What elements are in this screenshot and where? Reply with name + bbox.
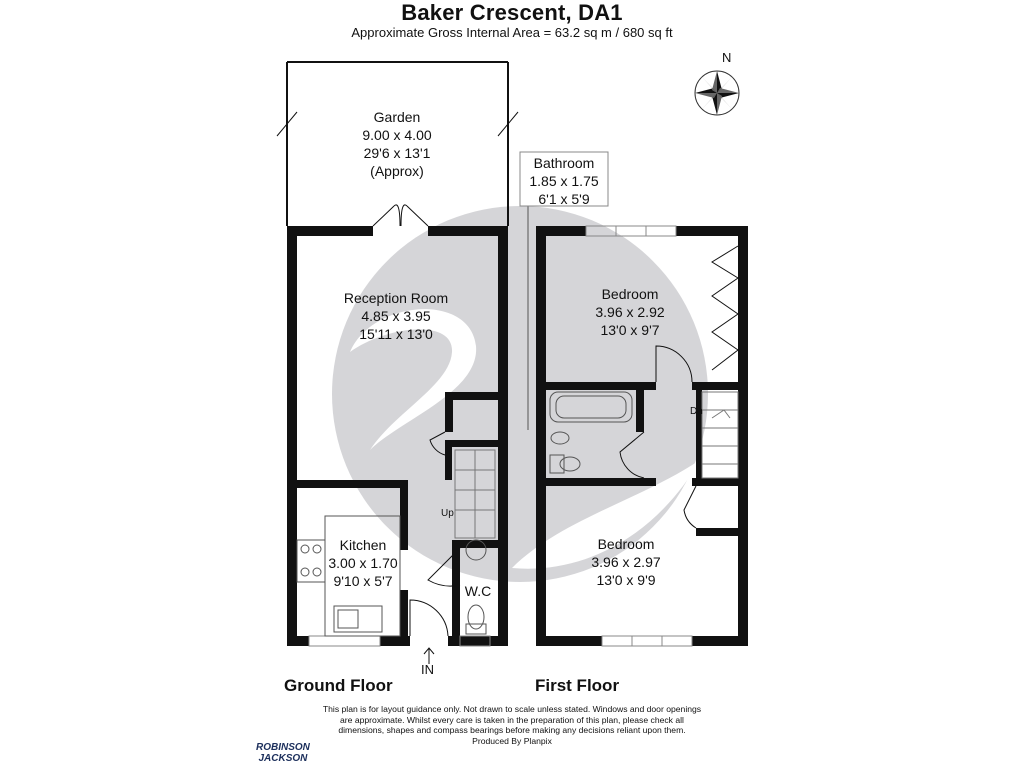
watermark-logo (332, 206, 708, 582)
page-subtitle: Approximate Gross Internal Area = 63.2 sq m / 680 sq ft (351, 25, 673, 40)
bathroom-imperial: 6'1 x 5'9 (538, 191, 590, 207)
bedroom1-metric: 3.96 x 2.92 (595, 304, 665, 320)
garden-note: (Approx) (370, 163, 424, 179)
room-label-bedroom-2 (566, 535, 686, 589)
bedroom1-imperial: 13'0 x 9'7 (600, 322, 660, 338)
bathroom-name: Bathroom (533, 155, 595, 171)
reception-imperial: 15'11 x 13'0 (359, 326, 433, 342)
compass-north-label: N (722, 50, 732, 65)
logo-line-1: ROBINSON (256, 742, 310, 753)
stairs-down-label: Dn (690, 406, 703, 417)
bathroom-metric: 1.85 x 1.75 (529, 173, 599, 189)
room-label-kitchen (318, 536, 408, 590)
kitchen-metric: 3.00 x 1.70 (328, 555, 398, 571)
entrance-label: IN (421, 662, 434, 677)
garden-imperial: 29'6 x 13'1 (363, 145, 431, 161)
disclaimer-line-3: dimensions, shapes and compass bearings before making any decisions reliant upon them. (338, 725, 686, 735)
bedroom2-imperial: 13'0 x 9'9 (596, 572, 656, 588)
kitchen-imperial: 9'10 x 5'7 (333, 573, 393, 589)
disclaimer-line-2: are approximate. Whilst every care is taken in the preparation of this plan, please check all (340, 714, 684, 725)
floor-label-ground: Ground Floor (284, 676, 393, 695)
agency-logo (256, 742, 310, 764)
compass-rose (695, 71, 739, 115)
room-label-bathroom (520, 154, 608, 208)
bedroom2-metric: 3.96 x 2.97 (591, 554, 661, 570)
room-label-reception (316, 289, 476, 343)
room-label-bedroom-1 (570, 285, 690, 339)
disclaimer (300, 704, 724, 746)
page-title: Baker Crescent, DA1 (401, 0, 623, 25)
logo-line-2: JACKSON (258, 753, 308, 764)
kitchen-name: Kitchen (339, 537, 387, 553)
garden-metric: 9.00 x 4.00 (362, 127, 432, 143)
reception-metric: 4.85 x 3.95 (361, 308, 431, 324)
garden-name: Garden (373, 109, 421, 125)
stairs-up-label: Up (441, 508, 454, 519)
reception-name: Reception Room (343, 290, 449, 306)
wc-name: W.C (464, 583, 492, 599)
bedroom1-name: Bedroom (601, 286, 659, 302)
disclaimer-line-4: Produced By Planpix (472, 735, 552, 746)
room-label-garden (327, 108, 467, 180)
disclaimer-line-1: This plan is for layout guidance only. Not drawn to scale unless stated. Windows and door openings (322, 704, 702, 714)
bedroom2-name: Bedroom (597, 536, 655, 552)
floor-label-first: First Floor (535, 676, 620, 695)
room-label-wc (458, 582, 498, 600)
